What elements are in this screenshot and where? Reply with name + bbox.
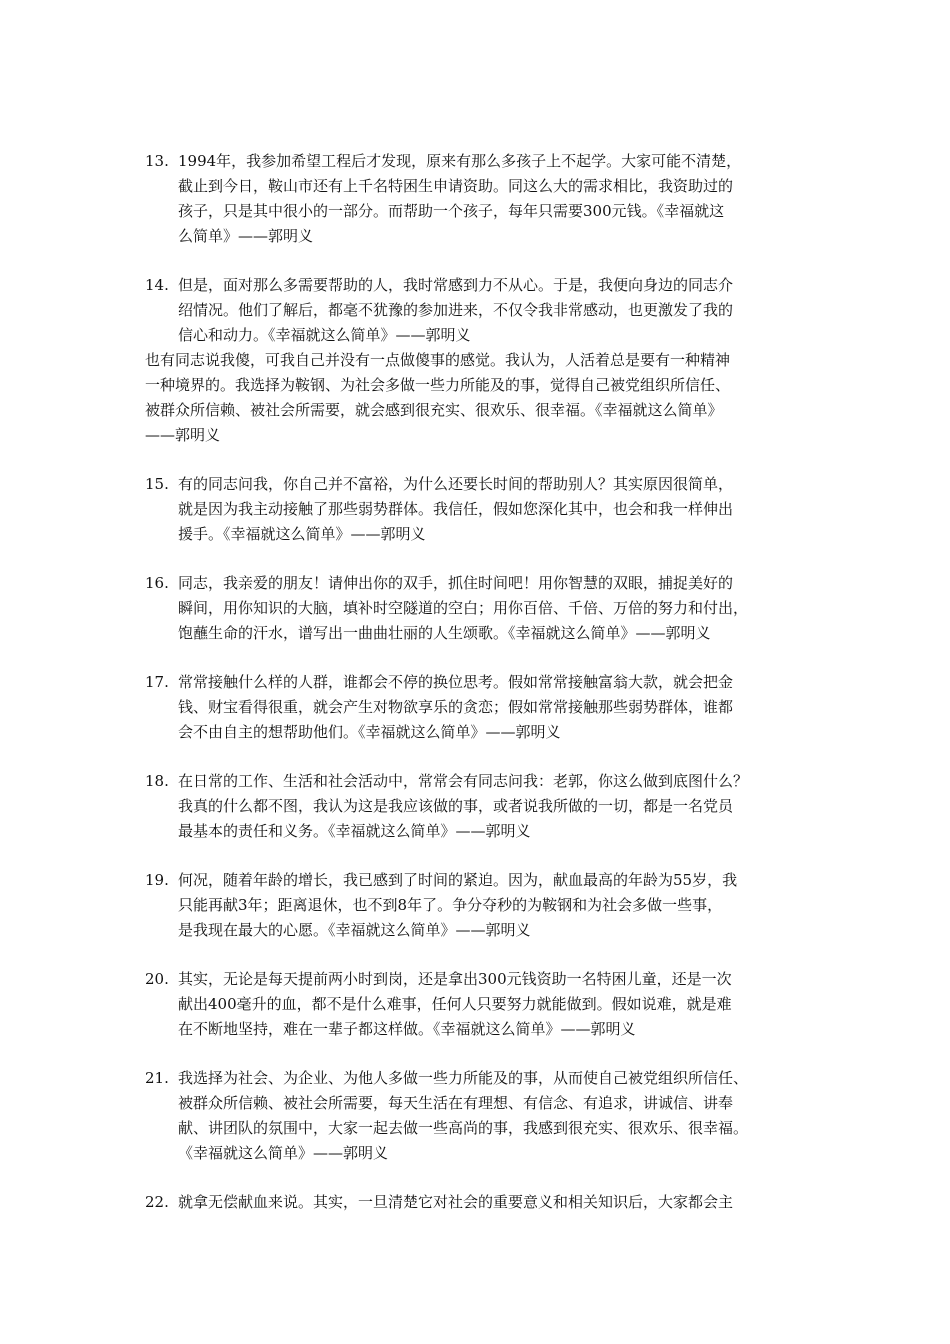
text-line: 钱、财宝看得很重，就会产生对物欲享乐的贪恋；假如常常接触那些弱势群体，谁都 bbox=[178, 698, 734, 716]
paragraph-gap bbox=[145, 448, 807, 472]
item-text bbox=[178, 967, 807, 1042]
paragraph-gap bbox=[145, 745, 807, 769]
text-line: 在不断地坚持，难在一辈子都这样做。《幸福就这么简单》——郭明义 bbox=[178, 1020, 636, 1038]
paragraph-gap bbox=[145, 1166, 807, 1190]
text-line: 我真的什么都不图，我认为这是我应该做的事，或者说我所做的一切，都是一名党员 bbox=[178, 797, 734, 815]
item-number: 17. bbox=[145, 673, 169, 691]
text-line: 在日常的工作、生活和社会活动中，常常会有同志问我：老郭，你这么做到底图什么？ bbox=[178, 772, 749, 790]
text-line: 常常接触什么样的人群，谁都会不停的换位思考。假如常常接触富翁大款，就会把金 bbox=[178, 673, 734, 691]
text-line: 献出400毫升的血，都不是什么难事，任何人只要努力就能做到。假如说难，就是难 bbox=[178, 995, 732, 1013]
item-text bbox=[178, 571, 807, 646]
item-text bbox=[178, 472, 807, 547]
quote-item bbox=[145, 967, 807, 1042]
text-line: 其实，无论是每天提前两小时到岗，还是拿出300元钱资助一名特困儿童，还是一次 bbox=[178, 970, 732, 988]
text-line: 是我现在最大的心愿。《幸福就这么简单》——郭明义 bbox=[178, 921, 531, 939]
text-line: 同志，我亲爱的朋友！请伸出你的双手，抓住时间吧！用你智慧的双眼，捕捉美好的 bbox=[178, 574, 734, 592]
quote-item bbox=[145, 769, 807, 844]
quote-item bbox=[145, 149, 807, 249]
item-text bbox=[178, 273, 807, 348]
paragraph-gap bbox=[145, 249, 807, 273]
paragraph-gap bbox=[145, 844, 807, 868]
text-line: 1994年，我参加希望工程后才发现，原来有那么多孩子上不起学。大家可能不清楚， bbox=[178, 152, 742, 170]
text-line: 有的同志问我，你自己并不富裕，为什么还要长时间的帮助别人？其实原因很简单， bbox=[178, 475, 734, 493]
quote-item bbox=[145, 273, 807, 348]
text-line: 就拿无偿献血来说。其实，一旦清楚它对社会的重要意义和相关知识后，大家都会主 bbox=[178, 1193, 734, 1211]
quote-item bbox=[145, 868, 807, 943]
text-line: 就是因为我主动接触了那些弱势群体。我信任，假如您深化其中，也会和我一样伸出 bbox=[178, 500, 734, 518]
paragraph-gap bbox=[145, 547, 807, 571]
text-line: 但是，面对那么多需要帮助的人，我时常感到力不从心。于是，我便向身边的同志介 bbox=[178, 276, 734, 294]
text-line: 截止到今日，鞍山市还有上千名特困生申请资助。同这么大的需求相比，我资助过的 bbox=[178, 177, 734, 195]
text-line: 会不由自主的想帮助他们。《幸福就这么简单》——郭明义 bbox=[178, 723, 561, 741]
text-line: 援手。《幸福就这么简单》——郭明义 bbox=[178, 525, 426, 543]
text-line: ——郭明义 bbox=[145, 426, 221, 444]
text-line: 我选择为社会、为企业、为他人多做一些力所能及的事，从而使自己被党组织所信任、 bbox=[178, 1069, 749, 1087]
text-line: 么简单》——郭明义 bbox=[178, 227, 314, 245]
continuation-paragraph bbox=[145, 348, 807, 448]
text-line: 也有同志说我傻，可我自己并没有一点做傻事的感觉。我认为，人活着总是要有一种精神 bbox=[145, 351, 731, 369]
paragraph-gap bbox=[145, 1042, 807, 1066]
quote-item bbox=[145, 670, 807, 745]
text-line: 《幸福就这么简单》——郭明义 bbox=[178, 1144, 389, 1162]
text-line: 孩子，只是其中很小的一部分。而帮助一个孩子，每年只需要300元钱。《幸福就这 bbox=[178, 202, 725, 220]
item-number: 22. bbox=[145, 1193, 169, 1211]
text-line: 信心和动力。《幸福就这么简单》——郭明义 bbox=[178, 326, 471, 344]
text-line: 饱蘸生命的汗水，谱写出一曲曲壮丽的人生颂歌。《幸福就这么简单》——郭明义 bbox=[178, 624, 711, 642]
item-number: 20. bbox=[145, 970, 169, 988]
text-line: 何况，随着年龄的增长，我已感到了时间的紧迫。因为，献血最高的年龄为55岁，我 bbox=[178, 871, 738, 889]
text-line: 被群众所信赖、被社会所需要，就会感到很充实、很欢乐、很幸福。《幸福就这么简单》 bbox=[145, 401, 723, 419]
text-line: 绍情况。他们了解后，都毫不犹豫的参加进来，不仅令我非常感动，也更激发了我的 bbox=[178, 301, 734, 319]
item-number: 15. bbox=[145, 475, 169, 493]
item-number: 19. bbox=[145, 871, 169, 889]
text-line: 一种境界的。我选择为鞍钢、为社会多做一些力所能及的事，觉得自己被党组织所信任、 bbox=[145, 376, 731, 394]
quote-item bbox=[145, 472, 807, 547]
text-line: 献、讲团队的氛围中，大家一起去做一些高尚的事，我感到很充实、很欢乐、很幸福。 bbox=[178, 1119, 749, 1137]
item-text bbox=[178, 149, 807, 249]
paragraph-gap bbox=[145, 646, 807, 670]
paragraph-gap bbox=[145, 943, 807, 967]
item-text bbox=[178, 1066, 807, 1166]
item-number: 16. bbox=[145, 574, 169, 592]
item-number: 21. bbox=[145, 1069, 169, 1087]
quote-item bbox=[145, 1190, 807, 1215]
item-text bbox=[178, 769, 807, 844]
text-line: 被群众所信赖、被社会所需要，每天生活在有理想、有信念、有追求，讲诚信、讲奉 bbox=[178, 1094, 734, 1112]
text-line: 最基本的责任和义务。《幸福就这么简单》——郭明义 bbox=[178, 822, 531, 840]
item-number: 18. bbox=[145, 772, 169, 790]
item-number: 13. bbox=[145, 152, 169, 170]
item-text bbox=[178, 868, 807, 943]
text-line: 只能再献3年；距离退休，也不到8年了。争分夺秒的为鞍钢和为社会多做一些事， bbox=[178, 896, 723, 914]
item-text bbox=[178, 670, 807, 745]
quote-item bbox=[145, 1066, 807, 1166]
document-body bbox=[145, 149, 807, 1215]
text-line: 瞬间，用你知识的大脑，填补时空隧道的空白；用你百倍、千倍、万倍的努力和付出， bbox=[178, 599, 749, 617]
item-number: 14. bbox=[145, 276, 169, 294]
item-text bbox=[178, 1190, 807, 1215]
quote-item bbox=[145, 571, 807, 646]
